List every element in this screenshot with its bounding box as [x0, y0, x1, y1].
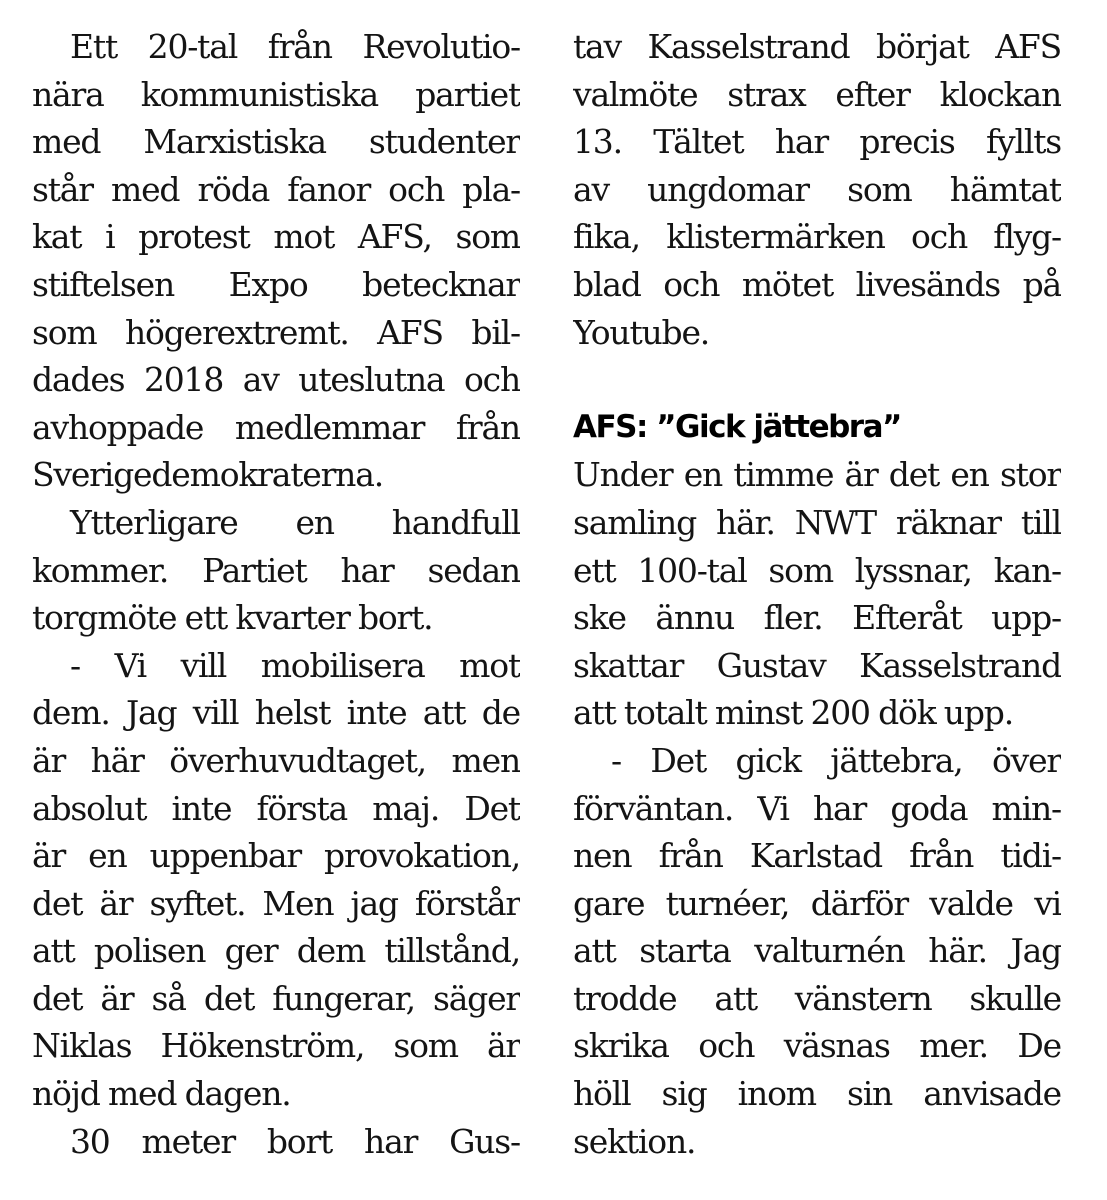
text-line: - Det gick jättebra, över [611, 740, 1061, 780]
text-line: torgmöte ett kvarter bort. [32, 598, 433, 638]
text-line: skrika och väsnas mer. De [573, 1026, 1061, 1066]
text-line: Ett 20-tal från Revolutio- [70, 27, 520, 66]
text-line: att polisen ger dem tillstånd, [32, 931, 520, 971]
subheading: AFS: ”Gick jättebra” [573, 408, 901, 445]
text-line: nöjd med dagen. [32, 1074, 291, 1114]
text-line: med Marxistiska studenter [32, 122, 520, 162]
text-line: stiftelsen Expo betecknar [32, 264, 520, 304]
text-line: 30 meter bort har Gus- [70, 1121, 520, 1161]
text-line: av ungdomar som hämtat [573, 169, 1061, 209]
left-column [32, 23, 520, 1165]
text-line: ett 100-tal som lyssnar, kan- [573, 550, 1061, 590]
text-line: som högerextremt. AFS bil- [32, 312, 520, 352]
right-column [573, 23, 1061, 1165]
text-line: står med röda fanor och pla- [32, 169, 520, 209]
text-line: tav Kasselstrand börjat AFS [573, 27, 1061, 66]
text-line: att starta valturnén här. Jag [573, 931, 1061, 971]
text-line: 13. Tältet har precis fyllts [573, 122, 1061, 162]
text-line: Ytterligare en handfull [70, 502, 520, 542]
text-line: fika, klistermärken och flyg- [573, 217, 1061, 257]
text-line: höll sig inom sin anvisade [573, 1074, 1061, 1114]
text-line: - Vi vill mobilisera mot [70, 645, 520, 685]
paragraph-spacer [573, 356, 1061, 404]
text-line: dades 2018 av uteslutna och [32, 360, 520, 400]
text-line: kommer. Partiet har sedan [32, 550, 520, 590]
text-line: dem. Jag vill helst inte att de [32, 693, 520, 733]
text-line: är en uppenbar provokation, [32, 836, 520, 876]
text-line: Niklas Hökenström, som är [32, 1026, 520, 1066]
text-line: valmöte strax efter klockan [573, 74, 1061, 114]
text-line: nen från Karlstad från tidi- [573, 836, 1061, 876]
text-line: gare turnéer, därför valde vi [573, 883, 1061, 923]
text-line: att totalt minst 200 dök upp. [573, 693, 1013, 733]
text-line: det är så det fungerar, säger [32, 978, 520, 1018]
text-line: kat i protest mot AFS, som [32, 217, 520, 257]
text-line: det är syftet. Men jag förstår [32, 883, 520, 923]
text-line: sektion. [573, 1121, 696, 1161]
text-line: trodde att vänstern skulle [573, 978, 1061, 1018]
text-line: avhoppade medlemmar från [32, 407, 520, 447]
text-line: nära kommunistiska partiet [32, 74, 520, 114]
text-line: samling här. NWT räknar till [573, 502, 1061, 542]
text-line: förväntan. Vi har goda min- [573, 788, 1061, 828]
text-line: blad och mötet livesänds på [573, 264, 1061, 304]
text-line: är här överhuvudtaget, men [32, 740, 520, 780]
text-line: Sverigedemokraterna. [32, 455, 384, 495]
text-line: Youtube. [573, 312, 710, 352]
text-line: skattar Gustav Kasselstrand [573, 645, 1061, 685]
text-line: Under en timme är det en stor [573, 455, 1061, 495]
text-line: absolut inte första maj. Det [32, 788, 520, 828]
text-line: ske ännu fler. Efteråt upp- [573, 598, 1061, 638]
